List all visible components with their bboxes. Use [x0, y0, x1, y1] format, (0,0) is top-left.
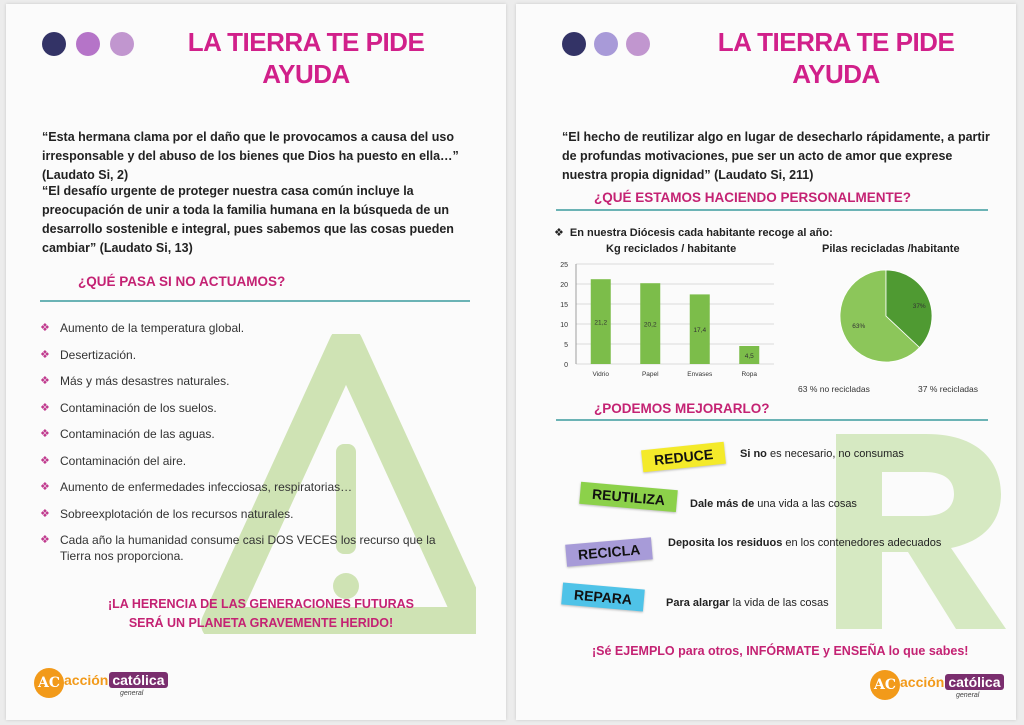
logo-mark: AC	[34, 668, 64, 698]
list-item-text: Aumento de enfermedades infecciosas, respiratorias…	[60, 480, 353, 494]
logo-word-2: católica	[109, 672, 167, 688]
closing-line: SERÁ UN PLANETA GRAVEMENTE HERIDO!	[128, 616, 394, 630]
list-item	[40, 373, 460, 389]
logo-word-1: acción	[64, 672, 109, 688]
y-tick-label: 0	[564, 362, 568, 369]
logo-mark: AC	[870, 670, 900, 700]
divider	[40, 300, 470, 302]
list-item	[40, 453, 460, 469]
recycling-bar-chart	[536, 256, 786, 384]
section-heading: ¿PODEMOS MEJORARLO?	[594, 401, 770, 416]
logo-word-1: acción	[900, 674, 945, 690]
consequences-list	[40, 320, 460, 575]
x-tick-label: Envases	[687, 371, 713, 378]
diamond-bullet-icon: ❖	[554, 227, 564, 239]
list-item-text: Contaminación de los suelos.	[60, 400, 217, 415]
diamond-bullet-icon: ❖	[40, 481, 50, 493]
pie-chart-title: Pilas recicladas /habitante	[822, 243, 960, 255]
reutiliza-label: REUTILIZA	[579, 482, 678, 512]
logo-word-2: católica	[945, 674, 1003, 690]
list-item	[40, 479, 460, 495]
data-label: 20,2	[643, 321, 657, 329]
pie-slice-label: 37%	[912, 302, 926, 310]
desc-rest: una vida a las cosas	[754, 498, 857, 510]
title-line: LA TIERRA TE PIDE	[717, 27, 955, 57]
logo-word	[64, 672, 168, 688]
y-tick-label: 25	[560, 262, 568, 269]
diamond-bullet-icon: ❖	[40, 428, 50, 440]
x-tick-label: Vidrio	[592, 371, 610, 378]
accion-catolica-logo	[34, 668, 174, 702]
list-item-text: Sobreexplotación de los recursos naturales.	[60, 506, 294, 521]
page-title	[156, 26, 456, 90]
repara-label: REPARA	[561, 582, 645, 611]
page-title	[686, 26, 986, 90]
reduce-label: REDUCE	[641, 442, 726, 473]
list-item-text: Contaminación de las aguas.	[60, 427, 215, 441]
diamond-bullet-icon: ❖	[40, 534, 50, 546]
list-item	[40, 400, 460, 416]
desc-rest: la vida de las cosas	[729, 597, 829, 609]
dot-icon	[562, 32, 586, 56]
closing-message: ¡Sé EJEMPLO para otros, INFÓRMATE y ENSEÑA lo que sabes!	[592, 644, 969, 658]
x-tick-label: Ropa	[741, 371, 758, 378]
desc-bold: Deposita los residuos	[668, 537, 783, 549]
desc-bold: Dale más de	[690, 498, 755, 510]
accion-catolica-logo	[870, 670, 1010, 704]
list-item-text: Aumento de la temperatura global.	[60, 321, 245, 335]
list-item	[40, 532, 460, 564]
title-line: LA TIERRA TE PIDE	[187, 27, 425, 57]
diamond-bullet-icon: ❖	[40, 375, 50, 387]
desc-rest: en los contenedores adecuados	[782, 537, 942, 549]
data-label: 21,2	[594, 319, 608, 327]
quote-laudato-si-13: “El desafío urgente de proteger nuestra casa común incluye la preocupación de unir a toda la familia humana en la búsqueda de un desarrollo sostenible e integral, pues sabemos que las cosas pueden cambiar” (Laudato Si, 13)	[42, 184, 454, 255]
diamond-bullet-icon: ❖	[40, 322, 50, 334]
list-item	[40, 347, 460, 363]
x-tick-label: Papel	[641, 371, 659, 378]
closing-line: ¡LA HERENCIA DE LAS GENERACIONES FUTURAS	[107, 597, 415, 611]
dot-icon	[42, 32, 66, 56]
diamond-bullet-icon: ❖	[40, 348, 50, 361]
diocese-note	[554, 226, 833, 239]
recicla-description	[668, 537, 941, 549]
logo-word	[900, 674, 1004, 690]
list-item	[40, 426, 460, 442]
pie-legend-entry: 63 % no recicladas	[798, 384, 870, 394]
recicla-label: RECICLA	[565, 537, 653, 566]
divider	[556, 209, 988, 211]
list-item-text: Desertización.	[60, 347, 137, 362]
y-tick-label: 15	[560, 302, 568, 309]
title-line: AYUDA	[262, 59, 350, 89]
section-heading: ¿QUÉ PASA SI NO ACTUAMOS?	[78, 274, 286, 289]
y-tick-label: 10	[560, 322, 568, 329]
dot-icon	[626, 32, 650, 56]
diamond-bullet-icon: ❖	[40, 454, 50, 467]
y-tick-label: 5	[564, 342, 568, 349]
dot-icon	[76, 32, 100, 56]
desc-bold: Si no	[740, 448, 767, 460]
pie-slice-label: 63%	[852, 323, 866, 331]
reutiliza-description	[690, 498, 857, 510]
dot-icon	[594, 32, 618, 56]
y-tick-label: 20	[560, 282, 568, 289]
list-item-text: Contaminación del aire.	[60, 453, 187, 468]
logo-subtitle: general	[956, 692, 980, 699]
quote-laudato-si-2: “Esta hermana clama por el daño que le provocamos a causa del uso irresponsable y del abuso de los bienes que Dios ha puesto en ella…” (Laudato Si, 2)	[42, 130, 459, 182]
list-item-text: Más y más desastres naturales.	[60, 374, 230, 388]
left-page	[6, 4, 506, 720]
list-item	[40, 506, 460, 522]
data-label: 4,5	[744, 353, 754, 360]
desc-bold: Para alargar	[666, 597, 730, 609]
list-item	[40, 320, 460, 336]
repara-description	[666, 597, 829, 609]
closing-message	[46, 595, 476, 633]
divider	[556, 419, 988, 421]
data-label: 17,4	[693, 327, 707, 335]
bar-chart-title: Kg reciclados / habitante	[606, 243, 737, 255]
reduce-description	[740, 448, 904, 460]
title-line: AYUDA	[792, 59, 880, 89]
section-heading: ¿QUÉ ESTAMOS HACIENDO PERSONALMENTE?	[594, 190, 912, 205]
diocese-note-text: En nuestra Diócesis cada habitante recoge al año:	[569, 227, 833, 239]
diamond-bullet-icon: ❖	[40, 507, 50, 520]
pie-legend-entry: 37 % recicladas	[918, 384, 979, 394]
desc-rest: es necesario, no consumas	[766, 448, 904, 460]
dot-icon	[110, 32, 134, 56]
quote-laudato-si-211: “El hecho de reutilizar algo en lugar de desecharlo rápidamente, a partir de profundas motivaciones, pue ser un acto de amor que exprese nuestra propia dignidad” (Laudato Si, 211)	[562, 130, 990, 182]
batteries-pie-chart	[836, 266, 936, 366]
right-page	[516, 4, 1016, 720]
list-item-text: Cada año la humanidad consume casi DOS VECES los recurso que la Tierra nos proporciona.	[60, 533, 436, 563]
logo-subtitle: general	[120, 690, 144, 697]
diamond-bullet-icon: ❖	[40, 401, 50, 414]
